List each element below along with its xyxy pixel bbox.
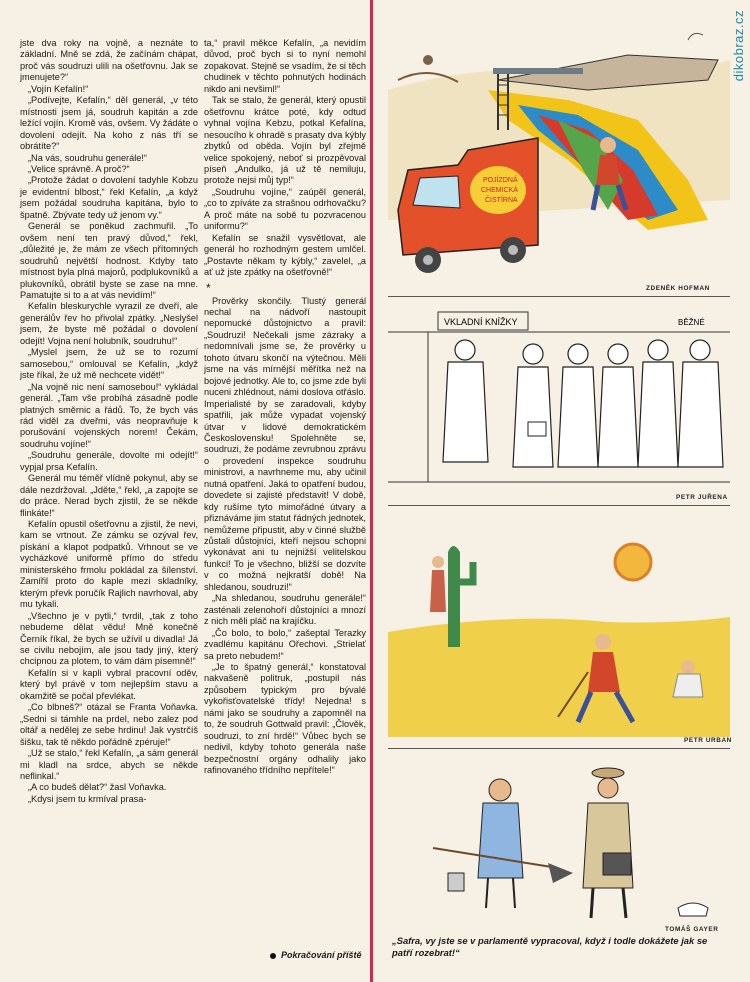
paragraph: „Všechno je v pytli,“ tvrdil, „tak z toho nebudeme dělat vědu! Mně konečně Černík říkal, že bych se užívil u divadla! Já se civilu nebojím, ale jsou tady jiný, který chcipnou za plotem, to vám dám písemně!“ — [20, 610, 198, 667]
paragraph: „Už se stalo,“ řekl Kefalín, „a sám generál mi kladl na srdce, abych se někde neflinkal.“ — [20, 748, 198, 781]
cartoon-parliament — [388, 758, 730, 926]
cartoon-credit: TOMÁŠ GAYER — [665, 926, 719, 933]
paragraph: „Myslel jsem, že už se to rozumí samosebou,“ omlouval se Kefalín, „když jste říkal, že už mě nechcete vidět!“ — [20, 347, 198, 381]
paragraph: „Protože žádat o dovolení tadyhle Kobzu je evidentní blbost,“ řekl Kefalín, „a když jsem požádal soudruha kapitána, bylo to špatně. Zbývate tedy už jenom vy.“ — [20, 175, 198, 220]
cartoon-caption: „Safra, vy jste se v parlamentě vypracoval, když i todle dokážete jak se patří rozebrat!“ — [392, 935, 708, 958]
cartoon-credit: PETR URBAN — [684, 737, 732, 744]
paragraph: Kefalín opustil ošetřovnu a zjistil, že nevi, kam se vrtnout. Ze zámku se ozýval řev, pískání a klapot podpatků. Vrhnout se ve vycházkové uniformě přímo do středu ministerského frmolu pokládal za šílenství. Zamířil proto do kaple mezi skladníky, kterým převk poručík Rajlich navrhoval, aby mu tykali. — [20, 519, 198, 610]
continuation-note — [270, 950, 362, 960]
paragraph: „Vojín Kefalín!“ — [28, 83, 89, 94]
bank-sign: BĚŽNÉ — [678, 318, 705, 327]
paragraph: „A co budeš dělat?“ žasl Voňavka. — [28, 782, 167, 793]
truck-label: POJÍZDNÁ — [483, 177, 518, 184]
paragraph: Generál se poněkud zachmuřil. „To ovšem není ten pravý důvod,“ řekl, „důležité je, že mám ze všech přítomných soudruhů největší hodnost. Kdyby tato místnost byla plná majorů, podplukovníků a plukovníků, obrátil byste se zase na mne. Pamatujte si to a at vás nevidím!“ — [20, 221, 198, 300]
continuation-text: Pokračování příště — [281, 950, 362, 960]
paragraph: „Kdysi jsem tu krmíval prasa- — [28, 793, 147, 804]
column-divider — [370, 0, 373, 982]
paragraph: „Podívejte, Kefalín,“ děl generál, „v této místnosti jsem já, soudruh kapitán a zde ležící vojín. Kromě vás, ovšem. Vy žádáte o dovolení odejít. Na koho z nás tří se obrátíte?“ — [20, 95, 198, 152]
section-mark: * — [206, 280, 211, 295]
article-column-1 — [20, 38, 198, 805]
article-column-2 — [204, 38, 366, 777]
paragraph: „Soudruhu vojíne,“ zaúpěl generál, „co to zpíváte za strašnou odrhovačku? A proč máte na sobě tu pozvracenou uniformu?“ — [204, 186, 366, 232]
bullet-icon — [270, 953, 276, 959]
paragraph: ta,“ pravil měkce Kefalín, „a nevidím důvod, proč bych si to nyní nemohl zopakovat. Stejně se vsadím, že si těch chudinek v těchto pohnutých hodinách nikdo ani nevšiml!“ — [204, 38, 366, 94]
svg-text:CHEMICKÁ: CHEMICKÁ — [481, 187, 518, 194]
paragraph: „Čo bolo, to bolo,“ zašeptal Terazky zvadlému kapitánu Ořechovi. „Strielať sa preto nebudem!“ — [204, 627, 366, 661]
paragraph: Kefalín si v kapli vybral pracovní oděv, který byl právě v tom nejlepším stavu a okamžitě se počal převlékat. — [20, 667, 198, 701]
paragraph: „Velice správně. A proč?“ — [28, 163, 130, 174]
paragraph: Generál mu téměř vlídně pokynul, aby se dále nezdržoval. „Jděte,“ řekl, „a zapojte se do práce. Nerad bych zjistil, že se někde flinkáte!“ — [20, 473, 198, 518]
separator — [388, 505, 730, 506]
paragraph: jste dva roky na vojně, a neznáte to základní. Mně se zdá, že začínám chápat, proč vás soudruzi ulili na ošetřovnu. Jak se jmenujete?“ — [20, 38, 198, 83]
cartoon-credit: ZDENĚK HOFMAN — [646, 285, 710, 292]
cartoon-desert — [388, 512, 730, 737]
paragraph: Prověrky skončily. Tlustý generál nechal na nádvoří nastoupit nepomucké důstojnictvo a pravil: „Soudruzi! Nečekali jsme zázraky a nedomnívali jsme se, že prověrky u tohoto útvaru skončí na výtečnou. Měli jsme na vás mírnější měřítka než na bojové jednotky. Ale to, co jsme zde byli nuceni zhlédnout, námi doslova otřáslo. Imperialisté by se zaradovali, kdyby spatřili, jak může vypadat vojenský útvar v lidové demokratickém Československu! Spolehněte se, soudruzi, že podáme zevrubnou zprávu o provedení inspekce soudruhu ministrovi, a navrhneme mu, aby učinil nutná opatření. Jaká to opatření budou, dovedete si zajisté představit! V době, kdy rušíme tyto mimořádné útvary a přiznáváme jim statut řádných jednotek, nemůžeme připustit, aby v činné službě zůstali důstojníci, kteří nejsou schopni vykonávat ani tu nejnižší velitelskou funkci! To je všechno, bližší se dozvíte v co možná nejkratší době! Na shledanou, soudruzi!“ — [204, 295, 366, 592]
cartoon-credit: PETR JUŘENA — [676, 494, 728, 501]
paragraph: Kefalín bleskurychle vyrazil ze dveří, ale generálův řev ho přivolal zpátky. „Neslyšel jsem, že byste mě požádal o dovolení odejít! Vojna není holubník, soudruhu!“ — [20, 301, 198, 346]
svg-text:ČISTÍRNA: ČISTÍRNA — [485, 197, 518, 204]
separator — [388, 296, 730, 297]
paragraph: Tak se stalo, že generál, který opustil ošetřovnu krátce poté, kdy odtud vyhnal vojína Kebzu, potkal Kefalína, nesoucího k ohradě s prasaty dva kýbly zbytků od oběda. Vojín byl zřejmě velice spokojený, neboť si prozpěvoval píseň „Andulko, já už tě nemiluju, protože nejsi můj typ!“ — [204, 95, 366, 186]
cartoon-chemical-cleaning — [388, 20, 730, 290]
paragraph: „Co blbneš?“ otázal se Franta Voňavka. „Sedni si támhle na prdel, nebo zalez pod oltář a nedělej ze sebe hrdinu! Jak vystrčíš šišku, tak tě někdo pořádně zpéruje!“ — [20, 702, 198, 747]
paragraph: „Je to špatný generál,“ konstatoval nakvašeně politruk, „postupil nás způsobem typickým pro bývalé vykořisťovatelské třídy! Nejedna! s námi jako se soudruhy a zapomněl na to, že soudruh Gottwald pravil: „Člověk, soudruzi, to zní hrdě!“ Vůbec bych se nedivil, kdyby tohoto generála naše bezpečnostní orgány odhalily jako rafinovaného třídního nepřítele!“ — [204, 662, 366, 776]
paragraph: „Na vojně nic není samosebou!“ vykládal generál. „Tam vše probíhá zásadně podle platných směrnic a řádů. To, že bych vás rád viděl za dveřmi, vás neopravňuje k porušování vojenských norem! Čekám, soudruhu vojíne!“ — [20, 381, 198, 449]
paragraph: Kefalín se snažil vysvětlovat, ale generál ho rozhodným gestem umlčel. „Postavte někam ty kýbly,“ zavelel, „a ať už jste zpátky na ošetřovně!“ — [204, 232, 366, 278]
paragraph: „Soudruhu generále, dovolte mi odejít!“ vypjal prsa Kefalín. — [20, 450, 198, 472]
paragraph: „Na vás, soudruhu generále!“ — [28, 152, 147, 163]
bank-sign: VKLADNÍ KNÍŽKY — [444, 317, 518, 327]
paragraph: „Na shledanou, soudruhu generále!“ zasténali zelenohoří důstojníci a mnozí z nich měli pláč na krajíčku. — [204, 593, 366, 627]
watermark: dikobraz.cz — [731, 10, 746, 82]
cartoon-bank-queue — [388, 302, 730, 492]
separator — [388, 748, 730, 749]
